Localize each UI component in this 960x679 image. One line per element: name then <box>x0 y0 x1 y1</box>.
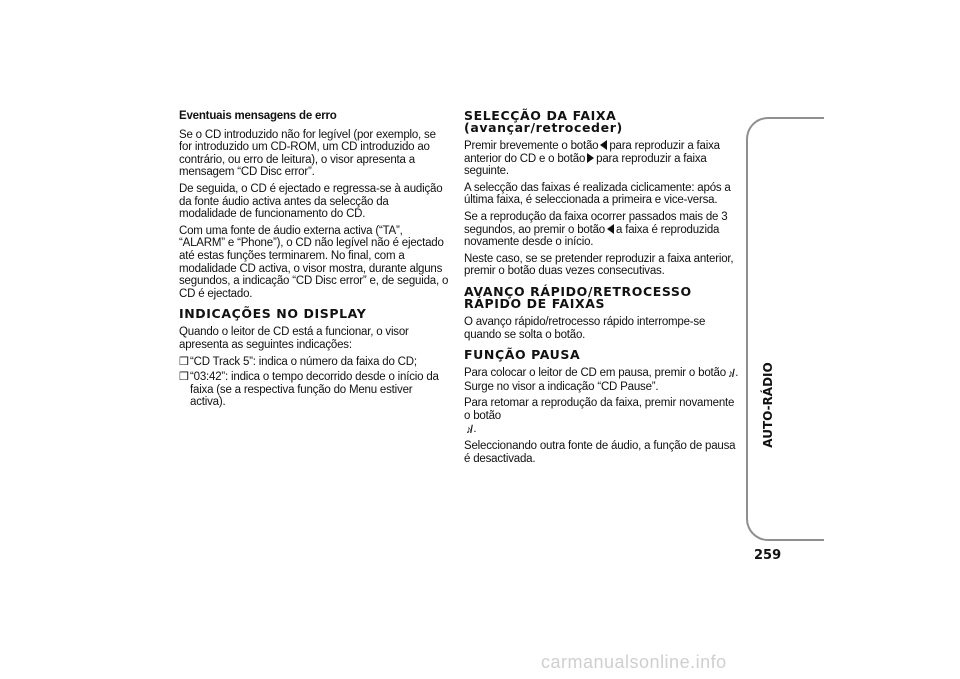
page-number: 259 <box>754 548 782 563</box>
heading-display-indications: INDICAÇÕES NO DISPLAY <box>179 306 367 322</box>
pause-mute-icon: ♪̸ <box>727 368 734 381</box>
section-tab <box>746 117 824 541</box>
pause-mute-icon: ♪̸ <box>466 423 472 436</box>
paragraph <box>464 211 740 249</box>
right-column <box>464 110 740 469</box>
paragraph <box>464 140 740 178</box>
left-column <box>179 110 449 412</box>
text: Para retomar a reprodução da faixa, premir novamente o botão <box>464 397 735 422</box>
paragraph: A selecção das faixas é realizada ciclicamente: após a última faixa, é seleccionada a primeira e vice-versa. <box>464 181 731 207</box>
paragraph: O avanço rápido/retrocesso rápido interrompe-se quando se solta o botão. <box>464 315 706 341</box>
triangle-left-icon <box>607 224 614 234</box>
paragraph: Quando o leitor de CD está a funcionar, o visor apresenta as seguintes indicações: <box>179 326 409 351</box>
paragraph: De seguida, o CD é ejectado e regressa-se à audição da fonte áudio activa antes da selecção da modalidade de funcionamento do CD. <box>179 182 443 221</box>
heading-pause-function: FUNÇÃO PAUSA <box>464 347 581 363</box>
text: para reproduzir a faixa seguinte. <box>464 152 707 178</box>
text: Premir brevemente o botão <box>464 140 599 152</box>
list-item-text: “CD Track 5”: indica o número da faixa do CD; <box>190 355 417 368</box>
checkbox-bullet-icon: ❒ <box>179 371 189 384</box>
paragraph: Se o CD introduzido não for legível (por exemplo, se for introduzido um CD-ROM, um CD introduzido ao contrário, ou erro de leitura), o visor apresenta a mensagem “CD Disc error”. <box>179 128 436 179</box>
text: . <box>473 422 477 435</box>
paragraph <box>464 367 740 393</box>
text: . Surge no visor a indicação “CD Pause”. <box>464 367 739 393</box>
text: para reproduzir a faixa anterior do CD e o botão <box>464 140 720 165</box>
heading-ff-line2: RÁPIDO DE FAIXAS <box>464 295 606 311</box>
heading-ff-line1: AVANÇO RÁPIDO/RETROCESSO <box>464 283 692 299</box>
heading-error-messages: Eventuais mensagens de erro <box>179 110 337 122</box>
list-item <box>179 371 449 409</box>
checkbox-bullet-icon: ❒ <box>179 355 189 368</box>
text: Se a reprodução da faixa ocorrer passados mais de 3 segundos, ao premir o botão <box>464 210 728 236</box>
heading-track-subtitle: (avançar/retroceder) <box>464 120 623 135</box>
heading-fast-forward <box>464 283 740 311</box>
paragraph: Neste caso, se se pretender reproduzir a faixa anterior, premir o botão duas vezes consecutivas. <box>464 252 734 278</box>
section-tab-label: AUTO-RÁDIO <box>761 362 775 448</box>
paragraph: Seleccionando outra fonte de áudio, a função de pausa é desactivada. <box>464 440 736 465</box>
triangle-right-icon <box>587 153 594 163</box>
paragraph: Com uma fonte de áudio externa activa (“TA”, “ALARM” e “Phone”), o CD não legível não é ejectado até estas funções terminarem. No final, com a modalidade CD activa, o visor mostra, durante alguns segundos, a indicação “CD Disc error” e, de seguida, o CD é ejectado. <box>179 224 449 300</box>
list-item <box>179 356 449 369</box>
heading-track-selection <box>464 110 740 134</box>
text: Para colocar o leitor de CD em pausa, premir o botão <box>464 367 726 380</box>
list-item-text: “03:42”: indica o tempo decorrido desde o início da faixa (se a respectiva função do Menu estiver activa). <box>190 371 439 409</box>
triangle-left-icon <box>600 140 607 150</box>
heading-track-title: SELECÇÃO DA FAIXA <box>464 108 617 123</box>
text: a faixa é reproduzida novamente desde o início. <box>464 223 720 249</box>
paragraph <box>464 397 740 436</box>
watermark: carmanualsonline.info <box>541 652 727 672</box>
